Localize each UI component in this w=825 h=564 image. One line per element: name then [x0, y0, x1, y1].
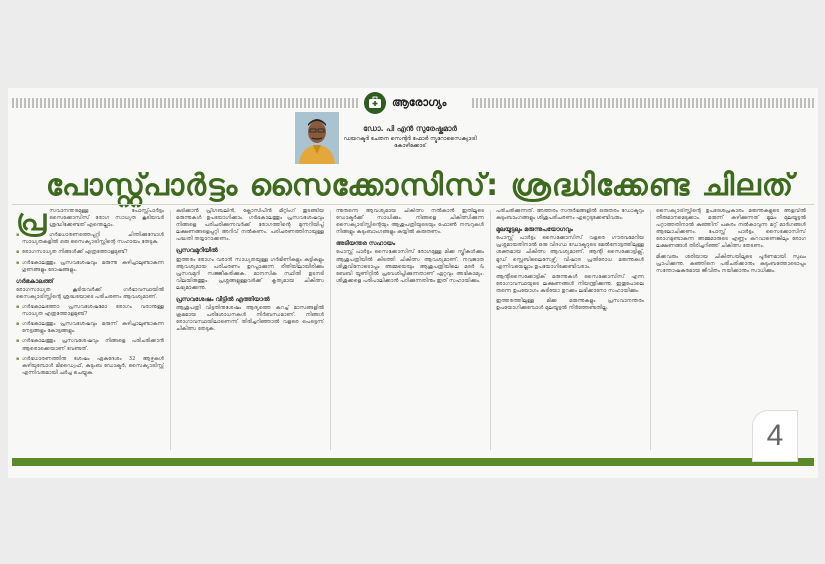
paragraph: ന്നുതന്നെ ആവശ്യമായ ചികിത്സ നൽകാൻ ഇതിലൂടെ ഡോക്ടർക്ക് സാധിക്കും. നിങ്ങളെ ചികിത്സിക്കുന്ന സൈക്യാട്രിസ്റ്റിന്റെയും ആശുപത്രിയുടെയും ഫോൺ നമ്പറുകൾ നിങ്ങളും കുടുംബാംഗങ്ങളും കയ്യിൽ കരുതണം.	[336, 208, 484, 236]
column-divider	[330, 210, 331, 450]
paragraph: പോസ്റ്റ് പാർട്ടം സൈക്കോസിസ് രോഗമുള്ള മിക്ക സ്ത്രീകൾക്കും ആശുപത്രിയിൽ കിടത്തി ചികിത്സ ആവശ്യമാണ്. നവജാത ശിശുവിനോടൊപ്പം അമ്മയെയും ആശുപത്രിയിലെ മദർ & ബേബി യൂണിറ്റിൽ പ്രവേശിപ്പിക്കുന്നതാണ് ഏറ്റവും അഭികാമ്യം. ശിശുക്കളെ പരിപാലിക്കാൻ പഠിക്കുന്നതിനും ഇത് സഹായിക്കും.	[336, 249, 484, 284]
paragraph: കുടിക്കാൻ പ്രീഗബലിൻ, ക്ലോസിപീൻ മീറ്റിംഗ് തുടങ്ങിയ മരുന്നുകൾ ഉപയോഗിക്കാം. ഗർഭകാലത്തും പ്രസവശേഷവും നിങ്ങളെ പരിചരിക്കുന്നവർക്ക് രോഗത്തിന്റെ മുന്നറിയിപ്പ് ലക്ഷണങ്ങളെപ്പറ്റി അറിവ് നൽകണം. പരിചരണത്തിനായുള്ള പദ്ധതി തയ്യാറാക്കണം.	[176, 208, 324, 243]
paragraph: ഇത്തരം രോഗം വരാൻ സാധ്യതയുള്ള ഗർഭിണികളും കുട്ടികളും ആവശ്യമായ പരിചരണം ഉറപ്പാക്കുന്ന രീതിയിലായിരിക്കും പ്രസവമുറി സജ്ജീകരിക്കുക. മാനസിക സ്ഥിതി ഉടനടി വിലയിരുത്തും. പ്രശ്നങ്ങളുള്ളവർക്ക് കൃത്യമായ ചികിത്സ ലഭ്യമാക്കുന്നു.	[176, 256, 324, 291]
paragraph: രോഗസാധ്യത കൂടിയവർക്ക് ഗർഭാവസ്ഥയിൽ സൈക്യാട്രിസ്റ്റിന്റെ ശ്രദ്ധയോടെ പരിചരണം ആവശ്യമാണ്.	[16, 286, 164, 300]
medical-kit-icon	[364, 92, 386, 114]
paragraph: പരിചരിക്കുന്നത്. അത്തരം സന്ദർഭങ്ങളിൽ ഒരുതരം ഡോക്ടറും കുടുംബാംഗങ്ങളും ശിശുപരിചരണം ഏറ്റെടുക്കേണ്ടിവരും.	[496, 208, 644, 222]
bullet-item: ▪ ഗർഭധാരണത്തിനു ശേഷം ഏകദേശം 32 ആഴ്ചകൾ കഴിയുമ്പോൾ മിഡ്വൈഫ്, കുടുംബ ഡോക്ടർ, സൈക്യാട്രിസ്റ്റ് എന്നിവരുമായി ചർച്ച ചെയ്യുക.	[16, 356, 164, 377]
article-column-1	[16, 208, 164, 453]
author-photo	[295, 112, 339, 164]
header-pattern-right	[472, 98, 814, 108]
bullet-item: ▪ ഗർഭകാലത്തും പ്രസവശേഷവും മരുന്നു കഴിച്ചാലുണ്ടാകുന്ന ഗുണങ്ങളും ദോഷങ്ങളും.	[16, 260, 164, 274]
paragraph: സൈക്യാട്രിസ്റ്റിന്റെ ഉപദേശപ്രകാരം മരുന്നുകളുടെ അളവിൽ തീരുമാനമെടുക്കാം. മരുന്ന് കഴിക്കുന്നത് മൂലം മുലയൂട്ടൽ പറ്റാത്തതിനാൽ കുഞ്ഞിന് പകരം നൽകാവുന്ന മറ്റ് മാർഗങ്ങൾ ആലോചിക്കണം. പോസ്റ്റ് പാർട്ടം സൈക്കോസിസ് രോഗമുണ്ടാകുന്ന അമ്മമാരുടെ എണ്ണം കുറവാണെങ്കിലും രോഗ ലക്ഷണങ്ങൾ തിരിച്ചറിഞ്ഞ് ചികിത്സ തേടണം.	[656, 208, 806, 250]
author-place: കോഴിക്കോട്	[394, 142, 426, 149]
footer-band	[12, 458, 814, 466]
paragraph: മിക്കവരും ശരിയായ ചികിത്സയിലൂടെ പൂർണമായി സുഖം പ്രാപിക്കുന്നു. കുഞ്ഞിനെ പരിചരിക്കാനും കുടുംബത്തോടൊപ്പം സന്തോഷകരമായ ജീവിതം നയിക്കാനും സാധിക്കും.	[656, 253, 806, 274]
column-divider	[170, 210, 171, 450]
subheading: പ്രസവമുറിയിൽ	[176, 247, 218, 255]
subheading: മുലയൂട്ടലും മരുന്നുപയോഗവും	[496, 226, 573, 234]
column-divider	[490, 210, 491, 450]
drop-cap: പ്ര	[16, 208, 47, 238]
subheading: അടിയന്തര സഹായം	[336, 240, 396, 248]
bullet-item: ▪ രോഗസാധ്യത നിങ്ങൾക്ക് എത്രത്തോളമുണ്ട്?	[16, 249, 164, 256]
article-column-2	[176, 208, 324, 453]
subheading: പ്രസവശേഷം വീട്ടിൽ എത്തിയാൽ	[176, 296, 270, 304]
headline-divider	[12, 204, 814, 205]
column-divider	[650, 210, 651, 450]
bullet-item: ▪ ഗർഭകാലത്തും പ്രസവശേഷവും നിങ്ങളെ പരിചരിക്കാൻ ആരൊക്കെയാണ് വേണ്ടത്.	[16, 338, 164, 352]
paragraph: ആശുപത്രി വിട്ടതിനുശേഷം ആദ്യത്തെ കുറച്ച് മാസങ്ങളിൽ ക്രമമായ പരിശോധനകൾ നിർബന്ധമാണ്. നിങ്ങൾ രോഗാവസ്ഥയിലാണെന്ന് തിരിച്ചറിഞ്ഞാൽ വളരെ പെട്ടെന്ന് ചികിത്സ തേടുക.	[176, 305, 324, 333]
article-headline: പോസ്റ്റ്പാർട്ടം സൈക്കോസിസ്: ശ്രദ്ധിക്കേണ്ട ചിലത്	[45, 168, 795, 203]
paragraph: പോസ്റ്റ് പാർട്ടം സൈക്കോസിസ് വളരെ ഗൗരവമേറിയ പ്രശ്നമായതിനാൽ ഒരു വിദഗ്ധ ഡോക്ടറുടെ മേൽനോട്ടത്തിലുള്ള ശക്തമായ ചികിത്സ ആവശ്യമാണ്. ആന്റി സൈക്കോട്ടിക്സ്, മൂഡ് സ്റ്റെബിലൈസേഴ്സ്, വിഷാദ പ്രതിരോധ മരുന്നുകൾ എന്നിവയെല്ലാം ഉപയോഗിക്കേണ്ടിവരാം.	[496, 235, 644, 270]
author-role: ഡയറക്ടർ ചേതന സെന്റർ ഫോർ ന്യൂറോസൈക്യാട്രി	[343, 136, 477, 142]
article-column-4	[496, 208, 644, 453]
bullet-item: ▪ ഗർഭധാരണത്തെപ്പറ്റി ചിന്തിക്കുമ്പോൾ സാധ്യതകളിൽ ഒരു സൈക്യാട്രിസ്റ്റിന്റെ സഹായം തേടുക.	[16, 232, 164, 246]
section-header	[364, 90, 468, 116]
article-column-3	[336, 208, 484, 453]
paragraph: ഇത്തരത്തിലുള്ള മിക്ക മരുന്നുകളും പ്രസവാനന്തരം ഉപയോഗിക്കുമ്പോൾ മുലയൂട്ടൽ നിർത്തേണ്ടതില്ല.	[496, 298, 644, 312]
section-label: ആരോഗ്യം	[392, 96, 447, 109]
paragraph: സവാനന്തരമുള്ള പോസ്റ്റ്പാർട്ടം സൈക്കോസിസ് രോഗ സാധ്യത കൂടിയവർ ശ്രദ്ധിക്കേണ്ടത് എന്തെല്ലാം.	[49, 208, 164, 229]
bullet-item: ▪ ഗർഭകാലത്തും പ്രസവശേഷവും മരുന്ന് കഴിച്ചാലുണ്ടാകുന്ന നേട്ടങ്ങളും കോട്ടങ്ങളും.	[16, 321, 164, 335]
header-pattern-left	[12, 98, 358, 108]
author-byline	[340, 124, 480, 149]
page-number[interactable]: 4	[752, 410, 798, 462]
paragraph: ആന്റിസൈക്കോട്ടിക് മരുന്നുകൾ സൈക്കോസിസ് എന്ന രോഗാവസ്ഥയുടെ ലക്ഷണങ്ങൾ നിയന്ത്രിക്കുന്നു. ഇതുപോലെ തന്നെ ഉപയോഗം കുടിയോ ഉറക്കം ലഭിക്കാനോ സഹായിക്കും.	[496, 273, 644, 294]
author-name: ഡോ. പി എൻ സുരേഷ്കുമാർ	[363, 124, 457, 133]
subheading: ഗർഭകാലത്ത്	[16, 277, 54, 285]
bullet-item: ▪ ഗർഭകാലത്തോ പ്രസവശേഷമോ രോഗം വരാനുള്ള സാധ്യത എത്രത്തോളമുണ്ട്?	[16, 304, 164, 318]
